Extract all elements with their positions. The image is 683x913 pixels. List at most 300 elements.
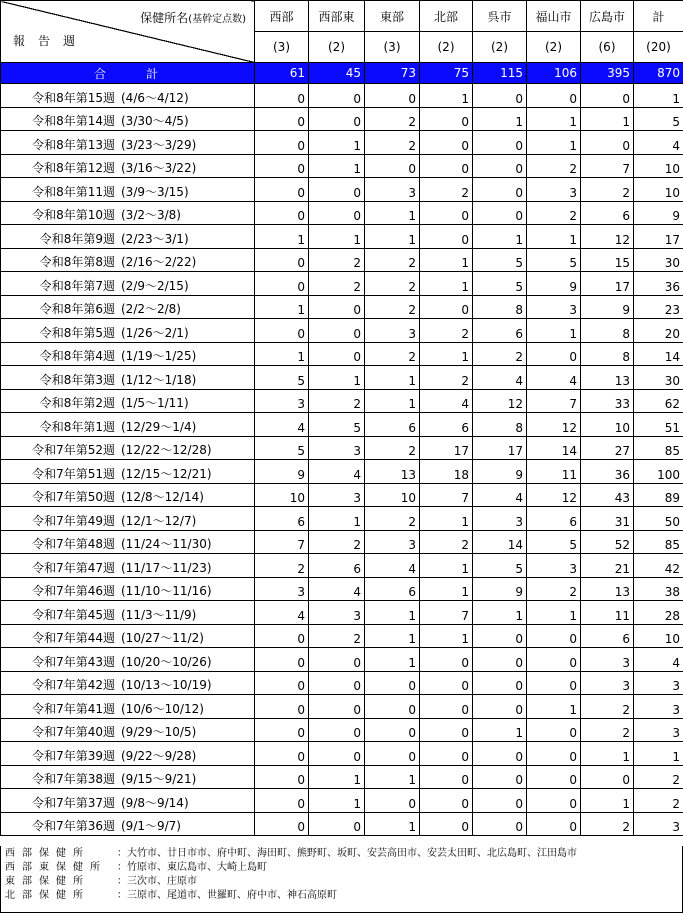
week-label-cell	[1, 624, 255, 648]
count-cell: 2	[420, 366, 473, 390]
count-cell: 0	[473, 765, 527, 789]
table-row	[1, 765, 683, 789]
footnote-line	[1, 847, 682, 861]
table-row	[1, 554, 683, 578]
count-cell: 1	[255, 225, 309, 249]
column-header-name: 広島市	[581, 1, 634, 32]
count-cell: 6	[420, 413, 473, 437]
health-center-header-label: 保健所名(基幹定点数)	[140, 11, 246, 25]
count-cell: 0	[581, 84, 634, 108]
count-cell: 7	[581, 154, 634, 178]
footnote-colon: ：	[117, 848, 127, 859]
week-label-cell	[1, 718, 255, 742]
table-row	[1, 248, 683, 272]
table-row	[1, 272, 683, 296]
week-number: 令和8年第12週	[32, 161, 115, 175]
count-cell: 0	[255, 648, 309, 672]
week-number: 令和7年第38週	[32, 772, 115, 786]
count-cell: 0	[255, 765, 309, 789]
count-cell: 3	[581, 671, 634, 695]
count-cell: 5	[255, 366, 309, 390]
count-cell: 52	[581, 530, 634, 554]
week-label-cell	[1, 742, 255, 766]
count-cell: 0	[420, 789, 473, 813]
table-row	[1, 530, 683, 554]
count-cell: 0	[473, 812, 527, 836]
week-number: 令和8年第13週	[32, 137, 115, 152]
total-value-cell: 395	[581, 63, 634, 84]
count-cell: 0	[527, 84, 581, 108]
count-cell: 1	[527, 107, 581, 131]
count-cell: 6	[309, 554, 365, 578]
count-cell: 0	[309, 718, 365, 742]
count-cell: 8	[473, 295, 527, 319]
week-number: 令和8年第9週	[39, 231, 115, 246]
count-cell: 2	[309, 248, 365, 272]
footnote-label: 東部保健所	[5, 876, 90, 887]
count-cell: 23	[634, 295, 683, 319]
count-cell: 1	[473, 718, 527, 742]
week-label-cell	[1, 84, 255, 108]
count-cell: 0	[420, 201, 473, 225]
count-cell: 1	[365, 765, 420, 789]
count-cell: 4	[473, 366, 527, 390]
footnote-text: 三原市、尾道市、世羅町、府中市、神石高原町	[127, 890, 337, 901]
week-label-cell	[1, 319, 255, 343]
count-cell: 1	[365, 225, 420, 249]
count-cell: 2	[365, 342, 420, 366]
count-cell: 2	[365, 272, 420, 296]
count-cell: 0	[527, 742, 581, 766]
count-cell: 3	[365, 319, 420, 343]
column-header-count: (6)	[581, 32, 634, 63]
count-cell: 1	[527, 319, 581, 343]
count-cell: 0	[365, 84, 420, 108]
column-header-name: 福山市	[527, 1, 581, 32]
count-cell: 1	[634, 742, 683, 766]
count-cell: 1	[473, 107, 527, 131]
week-label-cell	[1, 201, 255, 225]
week-date-range: (12/22～12/28)	[121, 443, 212, 457]
count-cell: 0	[309, 107, 365, 131]
count-cell: 3	[634, 718, 683, 742]
count-cell: 1	[420, 577, 473, 601]
count-cell: 4	[527, 366, 581, 390]
footnote-line	[1, 875, 682, 889]
count-cell: 2	[581, 718, 634, 742]
count-cell: 5	[473, 554, 527, 578]
count-cell: 13	[581, 577, 634, 601]
count-cell: 10	[581, 413, 634, 437]
count-cell: 4	[634, 131, 683, 155]
table-row	[1, 577, 683, 601]
week-number: 令和8年第2週	[39, 396, 115, 410]
week-date-range: (12/1～12/7)	[121, 513, 197, 528]
count-cell: 2	[634, 765, 683, 789]
column-header-count: (3)	[365, 32, 420, 63]
table-row	[1, 483, 683, 507]
count-cell: 2	[634, 789, 683, 813]
count-cell: 11	[581, 601, 634, 625]
week-number: 令和7年第45週	[32, 607, 115, 622]
count-cell: 13	[581, 366, 634, 390]
column-header-count: (2)	[420, 32, 473, 63]
footnote-colon: ：	[117, 890, 127, 901]
count-cell: 0	[255, 624, 309, 648]
count-cell: 14	[634, 342, 683, 366]
count-cell: 0	[527, 671, 581, 695]
count-cell: 27	[581, 436, 634, 460]
count-cell: 10	[634, 624, 683, 648]
total-value-cell: 73	[365, 63, 420, 84]
week-number: 令和7年第42週	[32, 678, 115, 692]
count-cell: 0	[309, 84, 365, 108]
count-cell: 0	[420, 671, 473, 695]
count-cell: 0	[255, 248, 309, 272]
count-cell: 5	[309, 413, 365, 437]
count-cell: 30	[634, 366, 683, 390]
count-cell: 0	[309, 342, 365, 366]
week-label-cell	[1, 107, 255, 131]
week-number: 令和8年第11週	[32, 184, 115, 199]
table-row	[1, 107, 683, 131]
count-cell: 0	[309, 201, 365, 225]
footnote-label: 西部保健所	[5, 848, 90, 859]
count-cell: 0	[473, 131, 527, 155]
count-cell: 4	[255, 601, 309, 625]
count-cell: 36	[581, 460, 634, 484]
count-cell: 8	[473, 413, 527, 437]
count-cell: 17	[581, 272, 634, 296]
report-week-header-label: 報告週	[13, 34, 89, 48]
count-cell: 4	[473, 483, 527, 507]
week-number: 令和7年第36週	[32, 819, 115, 833]
footnote-text: 三次市、庄原市	[127, 876, 197, 887]
count-cell: 0	[420, 131, 473, 155]
week-label-cell	[1, 507, 255, 531]
week-number: 令和8年第10週	[32, 208, 115, 222]
count-cell: 2	[581, 695, 634, 719]
count-cell: 1	[420, 554, 473, 578]
count-cell: 0	[255, 154, 309, 178]
count-cell: 1	[420, 248, 473, 272]
count-cell: 1	[365, 624, 420, 648]
total-value-cell: 61	[255, 63, 309, 84]
count-cell: 0	[473, 695, 527, 719]
week-date-range: (11/10～11/16)	[121, 584, 212, 598]
count-cell: 0	[309, 178, 365, 202]
count-cell: 12	[581, 225, 634, 249]
count-cell: 3	[634, 812, 683, 836]
count-cell: 31	[581, 507, 634, 531]
table-row	[1, 366, 683, 390]
week-date-range: (3/23～3/29)	[121, 137, 197, 152]
week-number: 令和7年第43週	[32, 654, 115, 669]
table-row	[1, 342, 683, 366]
count-cell: 4	[255, 413, 309, 437]
count-cell: 1	[309, 507, 365, 531]
table-row	[1, 742, 683, 766]
week-label-cell	[1, 272, 255, 296]
count-cell: 21	[581, 554, 634, 578]
count-cell: 3	[634, 695, 683, 719]
table-row	[1, 695, 683, 719]
count-cell: 0	[309, 295, 365, 319]
total-label: 合計	[1, 63, 255, 84]
count-cell: 0	[255, 131, 309, 155]
week-label-cell	[1, 577, 255, 601]
week-label-cell	[1, 436, 255, 460]
table-row	[1, 789, 683, 813]
count-cell: 43	[581, 483, 634, 507]
count-cell: 0	[309, 671, 365, 695]
count-cell: 0	[309, 812, 365, 836]
count-cell: 17	[634, 225, 683, 249]
week-date-range: (12/8～12/14)	[121, 490, 204, 504]
week-date-range: (11/17～11/23)	[121, 560, 212, 575]
total-value-cell: 870	[634, 63, 683, 84]
count-cell: 3	[527, 554, 581, 578]
week-label-cell	[1, 530, 255, 554]
footnote-colon: ：	[117, 876, 127, 887]
count-cell: 1	[473, 225, 527, 249]
count-cell: 0	[473, 742, 527, 766]
count-cell: 0	[255, 272, 309, 296]
count-cell: 3	[365, 178, 420, 202]
total-value-cell: 115	[473, 63, 527, 84]
count-cell: 9	[581, 295, 634, 319]
count-cell: 62	[634, 389, 683, 413]
count-cell: 6	[527, 507, 581, 531]
table-row	[1, 131, 683, 155]
count-cell: 1	[309, 225, 365, 249]
count-cell: 0	[473, 178, 527, 202]
total-value-cell: 75	[420, 63, 473, 84]
count-cell: 2	[255, 554, 309, 578]
column-header-name: 計	[634, 1, 683, 32]
count-cell: 30	[634, 248, 683, 272]
header-row-names	[1, 1, 683, 32]
count-cell: 2	[365, 107, 420, 131]
week-label-cell	[1, 366, 255, 390]
week-date-range: (1/5～1/11)	[121, 396, 189, 410]
footnote-label: 北部保健所	[5, 890, 90, 901]
count-cell: 0	[473, 84, 527, 108]
count-cell: 6	[255, 507, 309, 531]
count-cell: 50	[634, 507, 683, 531]
week-number: 令和8年第15週	[32, 90, 115, 105]
count-cell: 0	[255, 178, 309, 202]
count-cell: 0	[255, 718, 309, 742]
column-header-name: 西部東	[309, 1, 365, 32]
column-header-count: (2)	[473, 32, 527, 63]
week-date-range: (3/2～3/8)	[121, 208, 181, 222]
count-cell: 0	[473, 789, 527, 813]
count-cell: 7	[420, 483, 473, 507]
count-cell: 7	[255, 530, 309, 554]
count-cell: 1	[634, 84, 683, 108]
week-label-cell	[1, 789, 255, 813]
count-cell: 9	[473, 577, 527, 601]
count-cell: 9	[255, 460, 309, 484]
count-cell: 6	[473, 319, 527, 343]
week-label-cell	[1, 154, 255, 178]
week-label-cell	[1, 671, 255, 695]
count-cell: 1	[527, 601, 581, 625]
count-cell: 0	[527, 624, 581, 648]
count-cell: 3	[634, 671, 683, 695]
total-value-cell: 45	[309, 63, 365, 84]
count-cell: 1	[527, 695, 581, 719]
count-cell: 5	[255, 436, 309, 460]
week-label-cell	[1, 460, 255, 484]
count-cell: 1	[581, 107, 634, 131]
count-cell: 1	[365, 601, 420, 625]
count-cell: 0	[255, 201, 309, 225]
count-cell: 1	[420, 84, 473, 108]
count-cell: 5	[473, 272, 527, 296]
week-date-range: (9/22～9/28)	[121, 748, 197, 763]
count-cell: 1	[420, 507, 473, 531]
count-cell: 85	[634, 436, 683, 460]
table-row	[1, 154, 683, 178]
count-cell: 1	[309, 366, 365, 390]
count-cell: 9	[527, 272, 581, 296]
count-cell: 8	[581, 319, 634, 343]
count-cell: 0	[365, 718, 420, 742]
week-number: 令和7年第40週	[32, 725, 115, 739]
week-number: 令和8年第6週	[39, 302, 115, 316]
footnotes	[0, 846, 683, 913]
footnote-colon: ：	[117, 862, 127, 873]
week-number: 令和7年第44週	[32, 631, 115, 645]
count-cell: 0	[255, 742, 309, 766]
count-cell: 38	[634, 577, 683, 601]
count-cell: 2	[527, 201, 581, 225]
count-cell: 2	[420, 319, 473, 343]
week-date-range: (9/8～9/14)	[121, 795, 189, 810]
week-date-range: (1/12～1/18)	[121, 372, 197, 387]
column-header-count: (2)	[527, 32, 581, 63]
count-cell: 9	[634, 201, 683, 225]
count-cell: 0	[255, 695, 309, 719]
count-cell: 2	[527, 577, 581, 601]
count-cell: 0	[527, 718, 581, 742]
table-row	[1, 507, 683, 531]
count-cell: 3	[365, 530, 420, 554]
count-cell: 1	[527, 131, 581, 155]
week-number: 令和7年第51週	[32, 466, 115, 481]
count-cell: 0	[309, 648, 365, 672]
count-cell: 0	[473, 201, 527, 225]
count-cell: 3	[255, 389, 309, 413]
count-cell: 9	[473, 460, 527, 484]
header-corner-cell	[1, 1, 255, 63]
count-cell: 5	[473, 248, 527, 272]
count-cell: 89	[634, 483, 683, 507]
count-cell: 3	[309, 436, 365, 460]
count-cell: 1	[527, 225, 581, 249]
week-label-cell	[1, 295, 255, 319]
count-cell: 20	[634, 319, 683, 343]
count-cell: 1	[365, 366, 420, 390]
week-date-range: (1/19～1/25)	[121, 349, 197, 363]
count-cell: 0	[365, 695, 420, 719]
week-date-range: (2/2～2/8)	[121, 302, 181, 316]
week-date-range: (3/9～3/15)	[121, 184, 189, 199]
week-label-cell	[1, 765, 255, 789]
week-date-range: (4/6～4/12)	[121, 90, 189, 105]
count-cell: 0	[473, 624, 527, 648]
count-cell: 0	[420, 765, 473, 789]
count-cell: 0	[473, 671, 527, 695]
table-row	[1, 671, 683, 695]
count-cell: 0	[420, 154, 473, 178]
table-row	[1, 413, 683, 437]
count-cell: 1	[365, 648, 420, 672]
week-label-cell	[1, 695, 255, 719]
table-row	[1, 648, 683, 672]
count-cell: 2	[365, 507, 420, 531]
footnote-label: 西部東保健所	[5, 862, 107, 873]
count-cell: 3	[527, 178, 581, 202]
count-cell: 12	[473, 389, 527, 413]
count-cell: 1	[365, 812, 420, 836]
count-cell: 0	[420, 107, 473, 131]
count-cell: 2	[309, 624, 365, 648]
week-date-range: (2/9～2/15)	[121, 278, 189, 293]
count-cell: 10	[634, 154, 683, 178]
count-cell: 0	[473, 154, 527, 178]
table-row	[1, 460, 683, 484]
week-number: 令和8年第3週	[39, 372, 115, 387]
week-number: 令和7年第39週	[32, 748, 115, 763]
week-number: 令和8年第5週	[39, 325, 115, 340]
count-cell: 0	[365, 154, 420, 178]
count-cell: 0	[420, 742, 473, 766]
count-cell: 0	[365, 742, 420, 766]
week-date-range: (1/26～2/1)	[121, 325, 189, 340]
week-number: 令和8年第8週	[39, 255, 115, 269]
count-cell: 1	[581, 789, 634, 813]
week-date-range: (9/15～9/21)	[121, 772, 197, 786]
count-cell: 0	[255, 812, 309, 836]
count-cell: 28	[634, 601, 683, 625]
count-cell: 1	[420, 624, 473, 648]
count-cell: 51	[634, 413, 683, 437]
count-cell: 3	[255, 577, 309, 601]
count-cell: 11	[527, 460, 581, 484]
week-label-cell	[1, 131, 255, 155]
week-number: 令和8年第7週	[39, 278, 115, 293]
count-cell: 5	[527, 530, 581, 554]
count-cell: 3	[473, 507, 527, 531]
count-cell: 4	[420, 389, 473, 413]
table-row	[1, 812, 683, 836]
count-cell: 15	[581, 248, 634, 272]
total-row	[1, 63, 683, 84]
table-row	[1, 389, 683, 413]
count-cell: 0	[527, 342, 581, 366]
count-cell: 12	[527, 483, 581, 507]
count-cell: 2	[420, 530, 473, 554]
count-cell: 1	[255, 295, 309, 319]
week-date-range: (2/23～3/1)	[121, 231, 189, 246]
count-cell: 4	[634, 648, 683, 672]
count-cell: 2	[581, 812, 634, 836]
table-row	[1, 624, 683, 648]
table-row	[1, 295, 683, 319]
